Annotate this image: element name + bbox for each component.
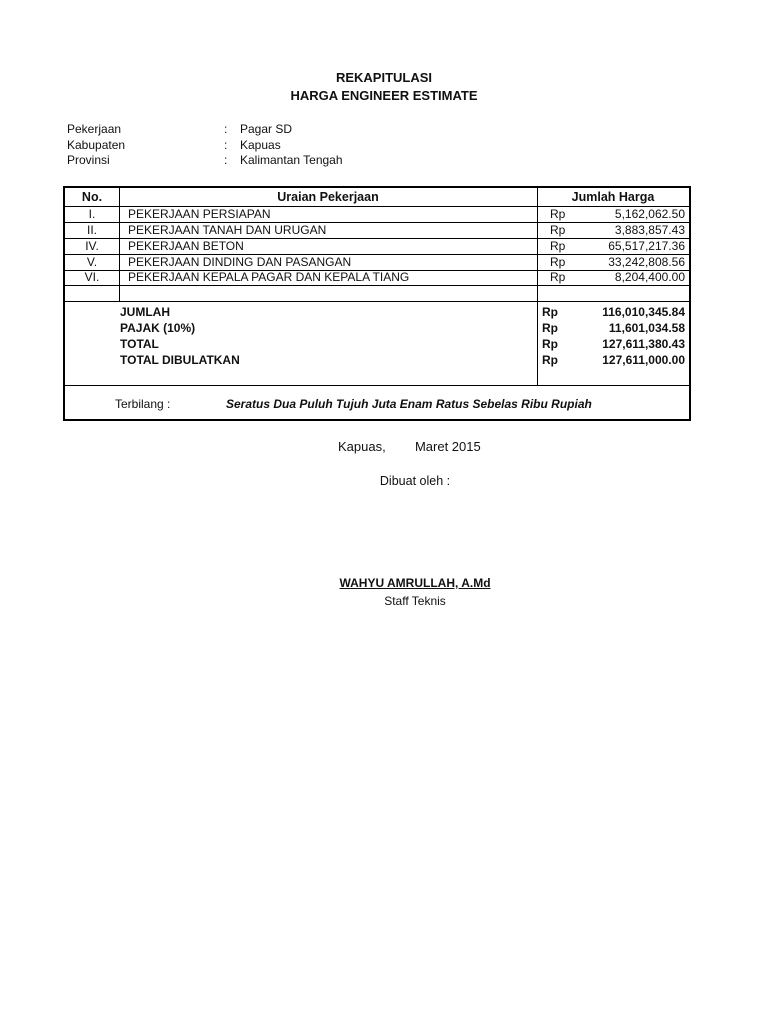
row-number: VI. (84, 270, 100, 284)
row-description: PEKERJAAN BETON (128, 239, 244, 253)
row-currency: Rp (550, 239, 566, 253)
summary-row-total (65, 336, 689, 352)
row-currency: Rp (550, 255, 566, 269)
summary-label: PAJAK (10%) (120, 321, 196, 335)
signer-name: WAHYU AMRULLAH, A.Md (339, 576, 491, 590)
summary-row-total-dibulatkan (65, 352, 689, 368)
row-amount: 3,883,857.43 (614, 223, 685, 237)
header-uraian: Uraian Pekerjaan (277, 190, 379, 204)
row-currency: Rp (550, 223, 566, 237)
document-title: REKAPITULASI (335, 70, 433, 85)
row-description: PEKERJAAN TANAH DAN URUGAN (128, 223, 327, 237)
row-currency: Rp (550, 207, 566, 221)
table-row (65, 255, 689, 271)
info-colon: : (224, 153, 228, 167)
made-by-label: Dibuat oleh : (379, 474, 451, 488)
terbilang-value: Seratus Dua Puluh Tujuh Juta Enam Ratus Sebelas Ribu Rupiah (226, 397, 592, 411)
row-amount: 65,517,217.36 (608, 239, 685, 253)
row-amount: 33,242,808.56 (608, 255, 685, 269)
row-amount: 5,162,062.50 (614, 207, 685, 221)
terbilang-label: Terbilang : (115, 397, 171, 411)
summary-amount: 127,611,380.43 (602, 337, 685, 351)
summary-label: TOTAL DIBULATKAN (120, 353, 240, 367)
kabupaten-label: Kabupaten (67, 137, 126, 152)
summary-label: JUMLAH (120, 305, 170, 319)
row-description: PEKERJAAN PERSIAPAN (128, 207, 271, 221)
pekerjaan-value: Pagar SD (240, 122, 293, 136)
summary-row-pajak (65, 320, 689, 336)
provinsi-value: Kalimantan Tengah (240, 153, 343, 167)
summary-currency: Rp (542, 337, 558, 351)
table-row (65, 223, 689, 239)
row-description: PEKERJAAN DINDING DAN PASANGAN (128, 255, 352, 269)
summary-row-jumlah (65, 304, 689, 320)
table-row (65, 207, 689, 223)
signature-date: Maret 2015 (414, 439, 481, 454)
pekerjaan-label: Pekerjaan (67, 122, 122, 136)
row-number: IV. (85, 239, 99, 253)
row-currency: Rp (550, 270, 566, 284)
document-subtitle: HARGA ENGINEER ESTIMATE (290, 88, 478, 103)
recap-table (63, 186, 691, 421)
row-amount: 8,204,400.00 (614, 270, 685, 284)
summary-currency: Rp (542, 353, 558, 367)
summary-amount: 116,010,345.84 (602, 305, 685, 319)
summary-divider (65, 385, 689, 386)
kabupaten-value: Kapuas (240, 137, 281, 152)
row-number: V. (86, 255, 98, 269)
summary-label: TOTAL (120, 337, 159, 351)
row-number: I. (88, 207, 96, 221)
signature-place: Kapuas, (338, 439, 386, 454)
provinsi-label: Provinsi (67, 153, 110, 167)
header-jumlah: Jumlah Harga (571, 190, 655, 204)
summary-amount: 11,601,034.58 (608, 321, 685, 335)
signer-role: Staff Teknis (384, 594, 446, 608)
header-no: No. (81, 190, 103, 204)
row-description: PEKERJAAN KEPALA PAGAR DAN KEPALA TIANG (128, 270, 410, 284)
row-number: II. (86, 223, 97, 237)
table-row (65, 270, 689, 286)
summary-currency: Rp (542, 321, 558, 335)
summary-currency: Rp (542, 305, 558, 319)
info-colon: : (224, 137, 228, 152)
row-divider (65, 301, 689, 302)
signature-place-date (338, 439, 481, 454)
summary-amount: 127,611,000.00 (602, 353, 685, 367)
info-colon: : (224, 122, 228, 136)
table-row (65, 239, 689, 255)
